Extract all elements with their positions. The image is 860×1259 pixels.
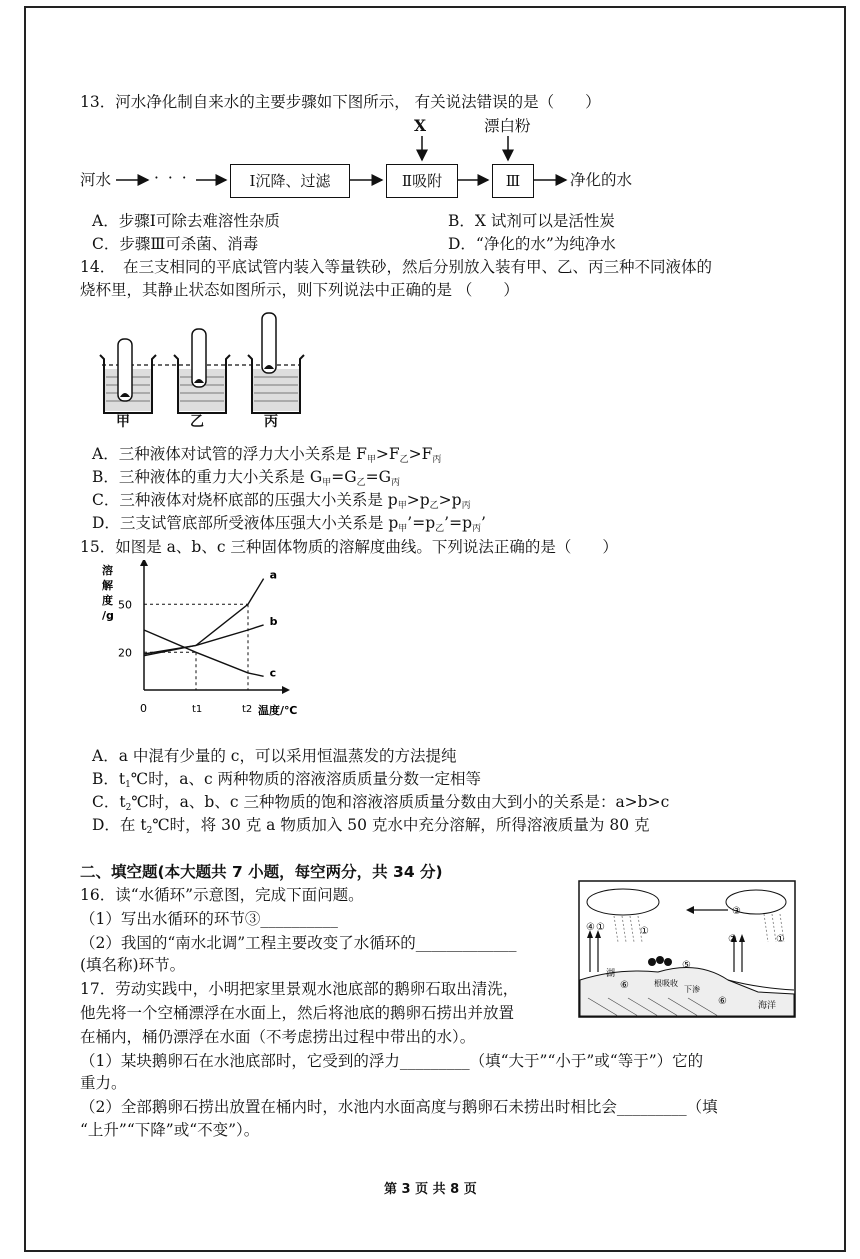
q14-stem-line2: 烧杯里，其静止状态如图所示，则下列说法中正确的是 （ ）	[80, 281, 519, 299]
flow-river-water: 河水	[80, 171, 112, 189]
wc-n6b: ⑥	[718, 996, 727, 1007]
page-footer: 第 3 页 共 8 页	[384, 1182, 477, 1197]
curve-label-b: b	[269, 614, 278, 628]
wc-n4b: ①	[596, 922, 605, 933]
beaker-jia	[100, 339, 156, 413]
q15-option-b: B．$t_1℃$时，a、c 两种物质的溶液溶质质量分数一定相等	[92, 770, 482, 790]
ylabel-part: 度	[102, 594, 113, 607]
q16-part1: （1）写出水循环的环节③__________	[80, 910, 338, 928]
q15-option-c: C．$t_2℃$时，a、b、c 三种物质的饱和溶液溶质质量分数由大到小的关系是：a>b>c	[92, 793, 670, 813]
y-axis-arrow	[140, 560, 148, 566]
wc-n1b: ①	[776, 934, 785, 945]
q14-stem-line1: 14． 在三支相同的平底试管内装入等量铁砂，然后分别放入装有甲、乙、丙三种不同液体的	[80, 258, 712, 276]
flow-clean-water: 净化的水	[570, 171, 633, 189]
q16-stem: 16．读“水循环”示意图，完成下面问题。	[80, 886, 364, 904]
wc-seep: 下渗	[684, 985, 700, 994]
flow-step-1: Ⅰ沉降、过滤	[230, 164, 350, 198]
q17-line2: 他先将一个空桶漂浮在水面上，然后将池底的鹅卵石捞出并放置	[80, 1004, 515, 1022]
q13-option-a: A．步骤Ⅰ可除去难溶性杂质	[92, 212, 280, 230]
flow-x-label: X	[414, 116, 427, 135]
q13-option-d: D．“净化的水”为纯净水	[448, 235, 616, 253]
flow-step-3: Ⅲ	[492, 164, 534, 198]
curve-label-c: c	[269, 666, 277, 680]
q14-option-b: B．三种液体的重力大小关系是 $G_甲=G_乙=G_丙$	[92, 468, 400, 488]
xtick-t2: t2	[242, 704, 253, 715]
q17-part1-cont: 重力。	[80, 1074, 127, 1092]
ylabel-part: /g	[102, 609, 114, 622]
wc-n4: ④	[586, 922, 595, 933]
q17-part2: （2）全部鹅卵石捞出放置在桶内时，水池内水面高度与鹅卵石未捞出时相比会_________（填	[80, 1098, 718, 1116]
flow-dots: · · ·	[154, 169, 189, 187]
wc-n5: ⑤	[682, 960, 691, 971]
ylabel-part: 溶	[102, 564, 113, 577]
q17-line1: 17．劳动实践中，小明把家里景观水池底部的鹅卵石取出清洗，	[80, 980, 519, 998]
q14-option-d: D．三支试管底部所受液体压强大小关系是 $p_甲’=p_乙’=p_丙$’	[92, 514, 486, 534]
flow-step-2: Ⅱ吸附	[386, 164, 458, 198]
q17-part1: （1）某块鹅卵石在水池底部时，它受到的浮力_________（填“大于”“小于”或“等于”）它的	[80, 1052, 704, 1070]
wc-ocean: 海洋	[758, 1001, 777, 1011]
xlabel: 温度/℃	[258, 704, 298, 717]
q13-stem: 13．河水净化制自来水的主要步骤如下图所示， 有关说法错误的是（ ）	[80, 93, 601, 111]
q13-option-c: C．步骤Ⅲ可杀菌、消毒	[92, 235, 259, 253]
section-heading: 二、填空题(本大题共 7 小题，每空两分，共 34 分)	[80, 863, 443, 881]
label-jia: 甲	[116, 414, 130, 430]
q17-part2-cont: “上升”“下降”或“不变”）。	[80, 1121, 260, 1139]
label-bing: 丙	[264, 414, 278, 430]
q17-line3: 在桶内，桶仍漂浮在水面（不考虑捞出过程中带出的水）。	[80, 1028, 476, 1046]
wc-n2: ②	[728, 934, 737, 945]
curve-label-a: a	[269, 568, 278, 582]
q16-part2-cont: (填名称)环节。	[80, 956, 186, 974]
wc-n6a: ⑥	[620, 980, 629, 991]
curve-a	[144, 579, 264, 656]
q14-option-c: C．三种液体对烧杯底部的压强大小关系是 $p_甲>p_乙>p_丙$	[92, 491, 471, 511]
q15-stem: 15．如图是 a、b、c 三种固体物质的溶解度曲线。下列说法正确的是（ ）	[80, 538, 618, 556]
q15-option-a: A．a 中混有少量的 c，可以采用恒温蒸发的方法提纯	[92, 747, 457, 765]
xtick-t1: t1	[192, 704, 203, 715]
ylabel-part: 解	[102, 579, 113, 592]
q16-part2: （2）我国的“南水北调”工程主要改变了水循环的_____________	[80, 934, 517, 952]
label-yi: 乙	[190, 414, 204, 430]
q13-option-b: B．X 试剂可以是活性炭	[448, 212, 615, 230]
flow-bleach-label: 漂白粉	[484, 117, 531, 135]
ytick-20: 20	[118, 646, 132, 660]
wc-n1: ①	[640, 926, 649, 937]
ytick-50: 50	[118, 598, 132, 612]
beaker-yi	[174, 329, 230, 413]
q15-option-d: D．在 $t_2℃$时，将 30 克 a 物质加入 50 克水中充分溶解，所得溶液质量为 80 克	[92, 816, 650, 836]
beaker-bing	[248, 313, 304, 413]
wc-lake: 湖	[606, 969, 616, 979]
x-axis-arrow	[282, 686, 290, 694]
water-cycle-diagram	[578, 880, 798, 1020]
curve-c	[144, 630, 264, 676]
wc-root: 根吸收	[654, 979, 678, 988]
wc-n3: ③	[732, 906, 741, 917]
q14-option-a: A．三种液体对试管的浮力大小关系是 $F_甲>F_乙>F_丙$	[92, 445, 442, 465]
xtick-0: 0	[140, 702, 147, 715]
solubility-chart	[100, 560, 300, 720]
